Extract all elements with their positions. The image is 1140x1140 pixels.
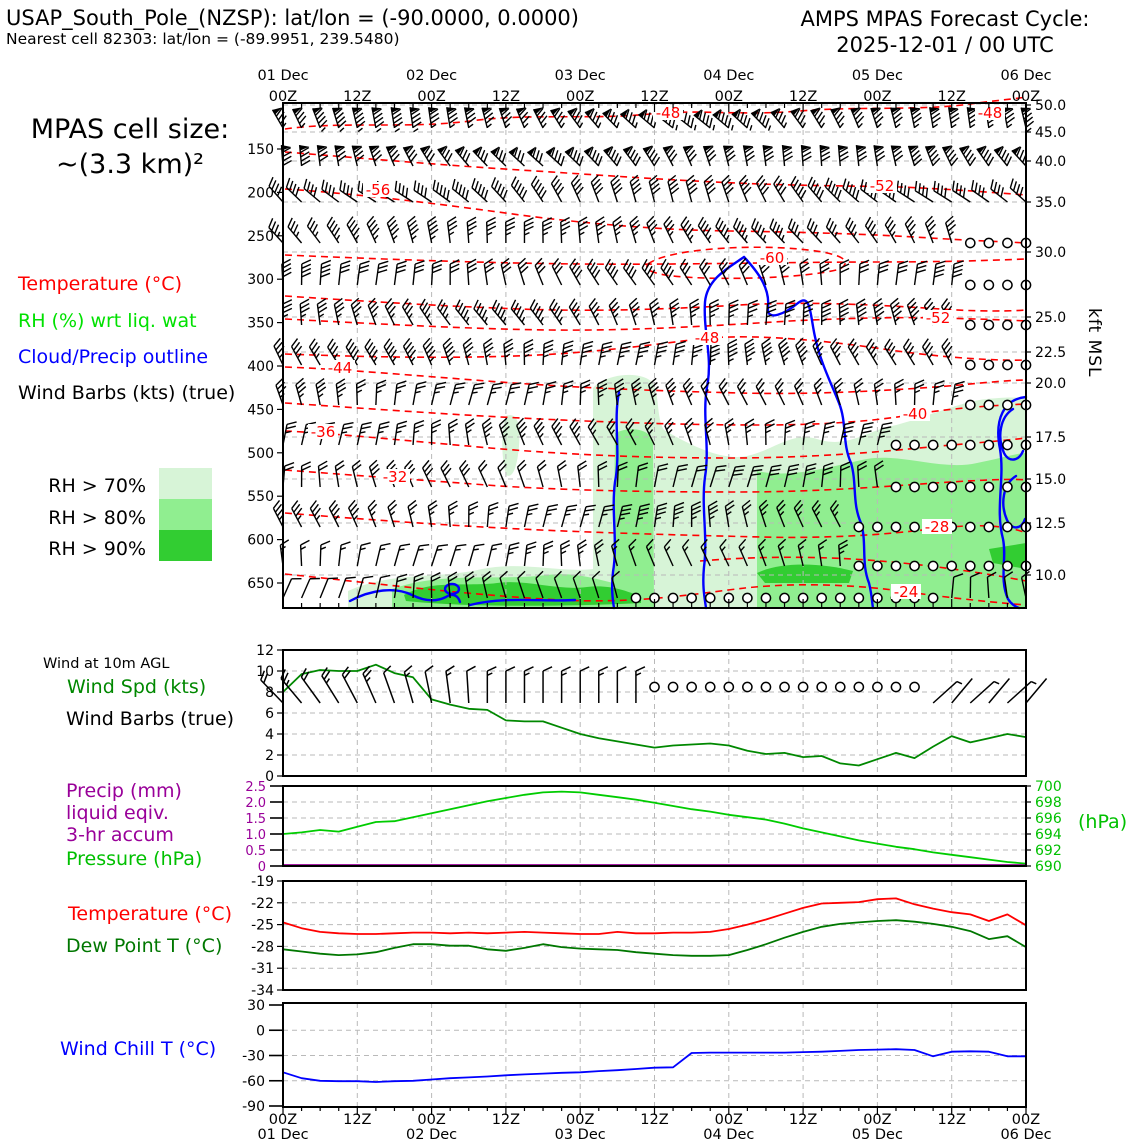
contour-label: -48 (977, 104, 1003, 122)
calm-wind-circle (873, 561, 882, 570)
contour-label: -56 (365, 181, 391, 199)
precip-pressure-panel (245, 779, 1062, 875)
calm-wind-circle (817, 593, 826, 602)
pressure-tick-label: 690 (1035, 859, 1062, 875)
barb-staff (320, 545, 321, 566)
barb-staff (301, 545, 302, 566)
calm-wind-circle (724, 682, 733, 691)
calm-wind-circle (910, 682, 919, 691)
bottom-hour-label: 12Z (788, 1112, 818, 1128)
temp-dew-panel (251, 874, 1026, 999)
calm-wind-circle (947, 482, 956, 491)
kft-tick-label: 12.5 (1035, 516, 1067, 532)
top-day-label: 06 Dec (1000, 68, 1052, 84)
calm-wind-circle (966, 482, 975, 491)
calm-wind-circle (984, 280, 993, 289)
pressure-tick-label: 350 (247, 315, 274, 332)
kft-tick-label: 22.5 (1035, 345, 1067, 361)
contour-label: -32 (382, 468, 408, 486)
ytick-label: -25 (251, 917, 274, 934)
barb-staff (840, 466, 841, 487)
pressure-tick-label: 300 (247, 272, 274, 289)
calm-wind-circle (891, 682, 900, 691)
calm-wind-circle (1003, 440, 1012, 449)
barb-staff (580, 384, 581, 405)
calm-wind-circle (984, 561, 993, 570)
barb-staff (1026, 678, 1047, 703)
kft-tick-label: 20.0 (1035, 376, 1067, 392)
contour-label: -48 (655, 104, 681, 122)
barb-half (1026, 128, 1031, 131)
legend-cloud-precip: Cloud/Precip outline (18, 346, 209, 368)
bottom-hour-label: 12Z (343, 1112, 372, 1128)
calm-wind-circle (854, 593, 863, 602)
top-hour-label: 00Z (1011, 89, 1041, 105)
ytick-label: -28 (251, 939, 274, 956)
precip-label-2: liquid eqiv. (66, 802, 169, 824)
wind-barbs-label: Wind Barbs (true) (66, 708, 235, 730)
right-axis-title: kft MSL (1084, 308, 1104, 378)
top-hour-label: 00Z (417, 89, 446, 105)
kft-tick-label: 35.0 (1035, 195, 1067, 211)
ytick-label: -19 (251, 874, 274, 890)
pressure-tick-label: 600 (247, 532, 274, 549)
calm-wind-circle (891, 440, 900, 449)
page-title: USAP_South_Pole_(NZSP): lat/lon = (-90.0000, 0.0000) (6, 6, 579, 30)
kft-tick-label: 40.0 (1035, 154, 1067, 170)
calm-wind-circle (854, 561, 863, 570)
kft-tick-label: 15.0 (1035, 472, 1067, 488)
ytick-label: 30 (247, 998, 265, 1014)
pressure-tick-label: 500 (247, 445, 274, 462)
contour-label: -44 (327, 359, 353, 377)
calm-wind-circle (984, 360, 993, 369)
pressure-tick-label: 550 (247, 489, 274, 506)
precip-label-1: Precip (mm) (66, 780, 182, 802)
barb-staff (598, 384, 599, 405)
calm-wind-circle (891, 561, 900, 570)
wind10m-panel (256, 643, 1046, 785)
ytick-label: -22 (251, 895, 274, 912)
ytick-label: 12 (256, 643, 274, 659)
calm-wind-circle (984, 238, 993, 247)
calm-wind-circle (1003, 280, 1012, 289)
barb-staff (803, 304, 804, 325)
calm-wind-circle (799, 682, 808, 691)
calm-wind-circle (761, 593, 770, 602)
calm-wind-circle (891, 482, 900, 491)
calm-wind-circle (966, 522, 975, 531)
ytick-label: -60 (242, 1073, 265, 1090)
precip-label-3: 3-hr accum (66, 824, 174, 846)
ytick-label: 10 (256, 664, 274, 680)
pressure-tick-label: 700 (1035, 779, 1062, 795)
bottom-day-label: 03 Dec (554, 1127, 606, 1140)
bottom-day-label: 01 Dec (257, 1127, 309, 1140)
contour-label: -36 (310, 423, 336, 441)
pressure-tick-label: 696 (1035, 811, 1062, 827)
precip-tick-label: 2.0 (245, 796, 266, 811)
top-hour-label: 12Z (491, 89, 521, 105)
kft-tick-label: 17.5 (1035, 430, 1067, 446)
ytick-label: 4 (265, 727, 274, 743)
top-hour-label: 12Z (343, 89, 372, 105)
ytick-label: 0 (265, 769, 274, 785)
top-hour-label: 00Z (566, 89, 595, 105)
calm-wind-circle (668, 593, 677, 602)
forecast-cycle-datetime: 2025-12-01 / 00 UTC (836, 33, 1054, 57)
wind-chill-panel (242, 998, 1051, 1140)
nearest-cell-subtitle: Nearest cell 82303: lat/lon = (-89.9951, 239.5480) (6, 30, 400, 48)
pressure-tick-label: 250 (247, 228, 274, 245)
kft-tick-label: 50.0 (1035, 98, 1067, 114)
pressure-tick-label: 400 (247, 359, 274, 375)
pressure-tick-label: 150 (247, 142, 274, 158)
pressure-tick-label: 450 (247, 402, 274, 419)
bottom-hour-label: 00Z (714, 1112, 743, 1128)
wind-barb (1026, 678, 1047, 703)
barb-staff (839, 304, 840, 325)
calm-wind-circle (1003, 561, 1012, 570)
pressure-tick-label: 650 (247, 576, 274, 592)
bottom-hour-label: 12Z (491, 1112, 521, 1128)
bottom-hour-label: 00Z (268, 1112, 298, 1128)
calm-wind-circle (966, 440, 975, 449)
legend-wind-barbs: Wind Barbs (kts) (true) (18, 382, 236, 404)
calm-wind-circle (687, 682, 696, 691)
pressure-tick-label: 698 (1035, 795, 1062, 811)
calm-wind-circle (743, 593, 752, 602)
calm-wind-circle (706, 593, 715, 602)
pressure-label: Pressure (hPa) (66, 848, 203, 870)
precip-tick-label: 0.5 (245, 844, 266, 859)
bottom-hour-label: 12Z (640, 1112, 669, 1128)
calm-wind-circle (780, 682, 789, 691)
calm-wind-circle (910, 440, 919, 449)
calm-wind-circle (966, 360, 975, 369)
calm-wind-circle (1003, 320, 1012, 329)
top-hour-label: 12Z (937, 89, 966, 105)
ytick-label: -31 (251, 961, 274, 978)
calm-wind-circle (854, 682, 863, 691)
pressure-tick-label: 692 (1035, 843, 1062, 859)
calm-wind-circle (966, 400, 975, 409)
calm-wind-circle (984, 440, 993, 449)
contour-label: -52 (925, 309, 951, 327)
calm-wind-circle (910, 561, 919, 570)
top-hour-label: 00Z (714, 89, 743, 105)
wind10m-title: Wind at 10m AGL (43, 656, 170, 672)
legend-temperature: Temperature (°C) (18, 273, 182, 295)
barb-staff (357, 384, 358, 405)
rh70-label: RH > 70% (48, 475, 146, 497)
barb-staff (487, 222, 488, 243)
rh90-label: RH > 90% (48, 538, 146, 560)
ytick-label: -30 (242, 1048, 265, 1065)
wind-chill-label: Wind Chill T (°C) (60, 1038, 217, 1060)
barb-staff (561, 545, 562, 566)
top-hour-label: 12Z (640, 89, 669, 105)
barb-staff (729, 304, 730, 325)
contour-label: -52 (869, 177, 895, 195)
precip-tick-label: 0 (257, 860, 266, 875)
ytick-label: 6 (265, 706, 274, 722)
bottom-day-label: 05 Dec (851, 1127, 903, 1140)
calm-wind-circle (984, 400, 993, 409)
calm-wind-circle (1003, 482, 1012, 491)
legend-rh: RH (%) wrt liq. wat (18, 310, 197, 332)
top-day-label: 04 Dec (703, 68, 755, 84)
kft-tick-label: 30.0 (1035, 245, 1067, 261)
contour-label: -40 (902, 405, 928, 423)
calm-wind-circle (891, 522, 900, 531)
kft-tick-label: 10.0 (1035, 568, 1067, 584)
bottom-day-label: 04 Dec (703, 1127, 755, 1140)
rh80-label: RH > 80% (48, 507, 146, 529)
contour-label: -24 (893, 583, 919, 601)
barb-staff (710, 344, 711, 365)
calm-wind-circle (966, 238, 975, 247)
barb-staff (728, 344, 729, 365)
contour-label: -28 (924, 518, 950, 536)
calm-wind-circle (743, 682, 752, 691)
top-day-label: 03 Dec (554, 68, 606, 84)
pressure-tick-label: 694 (1035, 827, 1062, 843)
calm-wind-circle (631, 593, 640, 602)
calm-wind-circle (1003, 360, 1012, 369)
calm-wind-circle (947, 561, 956, 570)
calm-wind-circle (668, 682, 677, 691)
calm-wind-circle (929, 593, 938, 602)
precip-tick-label: 1.0 (245, 828, 266, 843)
dew-point-label: Dew Point T (°C) (66, 935, 223, 957)
temperature-2m-label: Temperature (°C) (68, 903, 232, 925)
calm-wind-circle (873, 682, 882, 691)
ytick-label: 2 (265, 748, 274, 764)
calm-wind-circle (929, 561, 938, 570)
barb-staff (561, 222, 562, 243)
ytick-label: -90 (242, 1099, 265, 1115)
calm-wind-circle (650, 682, 659, 691)
calm-wind-circle (687, 593, 696, 602)
bottom-day-label: 06 Dec (1000, 1127, 1052, 1140)
bottom-hour-label: 00Z (566, 1112, 595, 1128)
calm-wind-circle (836, 593, 845, 602)
pressure-tick-label: 200 (247, 185, 274, 202)
calm-wind-circle (966, 280, 975, 289)
forecast-cycle-title: AMPS MPAS Forecast Cycle: (800, 7, 1090, 31)
calm-wind-circle (929, 440, 938, 449)
time-height-panel (247, 68, 1066, 608)
top-hour-label: 12Z (788, 89, 818, 105)
top-day-label: 05 Dec (851, 68, 903, 84)
calm-wind-circle (910, 482, 919, 491)
mpas-cell-size-value: ~(3.3 km)² (56, 149, 204, 180)
barb-staff (543, 545, 544, 566)
calm-wind-circle (1003, 522, 1012, 531)
kft-tick-label: 25.0 (1035, 310, 1067, 326)
calm-wind-circle (817, 682, 826, 691)
bottom-day-label: 02 Dec (406, 1127, 458, 1140)
barb-staff (617, 466, 618, 487)
contour-label: -60 (759, 249, 785, 267)
calm-wind-circle (836, 682, 845, 691)
ytick-label: 8 (265, 685, 274, 701)
ytick-label: 0 (256, 1023, 265, 1040)
top-day-label: 02 Dec (406, 68, 458, 84)
bottom-hour-label: 00Z (417, 1112, 446, 1128)
calm-wind-circle (947, 440, 956, 449)
ytick-label: -34 (251, 983, 274, 999)
kft-tick-label: 45.0 (1035, 125, 1067, 141)
calm-wind-circle (706, 682, 715, 691)
calm-wind-circle (929, 482, 938, 491)
bottom-hour-label: 12Z (937, 1112, 966, 1128)
contour-label: -48 (694, 329, 720, 347)
calm-wind-circle (910, 522, 919, 531)
calm-wind-circle (780, 593, 789, 602)
hpa-unit-label: (hPa) (1078, 811, 1128, 833)
bottom-hour-label: 00Z (1011, 1112, 1041, 1128)
calm-wind-circle (984, 482, 993, 491)
calm-wind-circle (873, 522, 882, 531)
calm-wind-circle (966, 320, 975, 329)
bottom-hour-label: 00Z (863, 1112, 892, 1128)
calm-wind-circle (984, 320, 993, 329)
calm-wind-circle (761, 682, 770, 691)
top-day-label: 01 Dec (257, 68, 309, 84)
precip-tick-label: 2.5 (245, 780, 266, 795)
mpas-cell-size-label: MPAS cell size: (30, 114, 230, 145)
precip-tick-label: 1.5 (245, 812, 266, 827)
calm-wind-circle (1003, 400, 1012, 409)
wind-speed-label: Wind Spd (kts) (67, 676, 207, 698)
top-hour-label: 00Z (268, 89, 298, 105)
barb-staff (376, 384, 377, 405)
top-hour-label: 00Z (863, 89, 892, 105)
calm-wind-circle (1003, 238, 1012, 247)
calm-wind-circle (966, 561, 975, 570)
barb-staff (598, 466, 599, 487)
barb-half (1031, 680, 1036, 685)
calm-wind-circle (854, 522, 863, 531)
calm-wind-circle (984, 522, 993, 531)
